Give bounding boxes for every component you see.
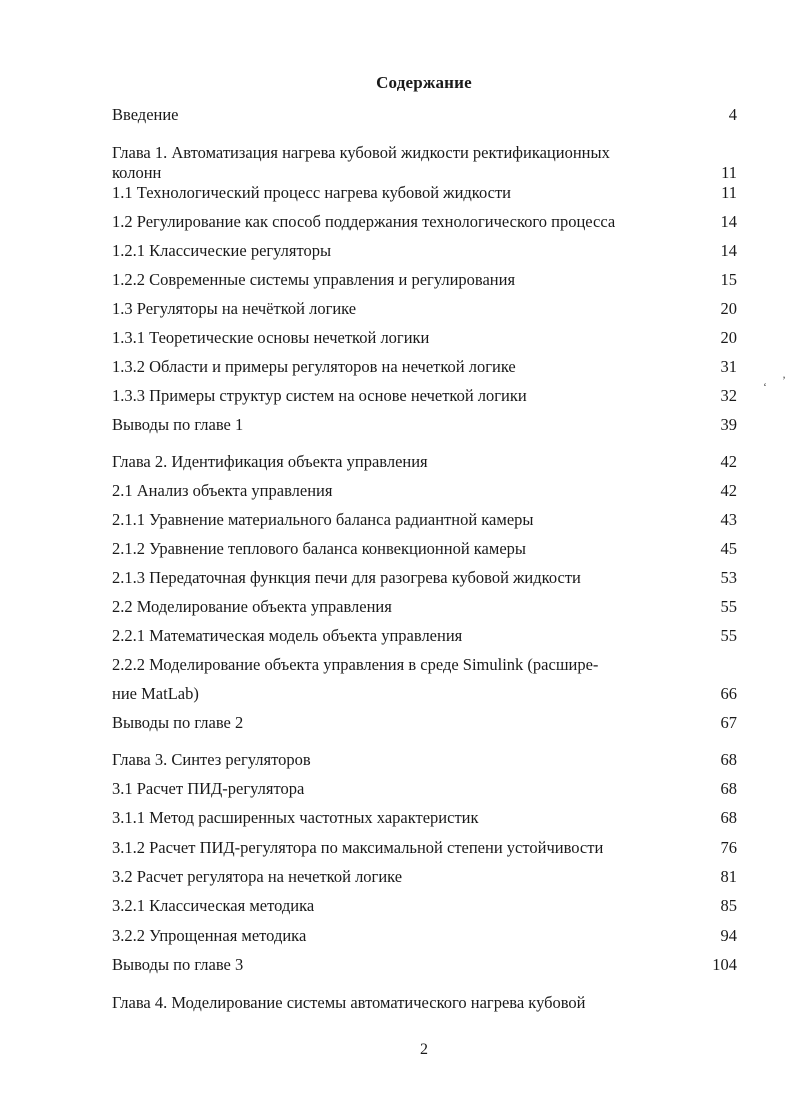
toc-entry-page: 42 bbox=[720, 452, 737, 471]
toc-entry-text: 2.1.1 Уравнение материального баланса радиантной камеры bbox=[112, 510, 534, 529]
toc-entry-page: 11 bbox=[721, 183, 737, 202]
scan-mark: ’ bbox=[782, 373, 786, 387]
toc-entry-page: 39 bbox=[720, 415, 737, 434]
toc-entry-text: Выводы по главе 1 bbox=[112, 415, 244, 434]
toc-entry-text: 1.3.1 Теоретические основы нечеткой логики bbox=[112, 328, 430, 347]
toc-entry-text: 3.1 Расчет ПИД-регулятора bbox=[112, 779, 305, 798]
toc-entry-page: 15 bbox=[720, 270, 737, 289]
toc-entry-text: 2.1 Анализ объекта управления bbox=[112, 481, 333, 500]
toc-entry-page: 31 bbox=[720, 357, 737, 376]
toc-entry-page: 67 bbox=[720, 713, 737, 732]
toc-entry-page: 4 bbox=[728, 105, 737, 124]
toc-entry-page: 85 bbox=[720, 896, 737, 915]
toc-entry-text: 1.3.2 Области и примеры регуляторов на нечеткой логике bbox=[112, 357, 516, 376]
toc-entry-page: 45 bbox=[720, 539, 737, 558]
toc-entry-text: Введение bbox=[112, 105, 179, 124]
toc-entry-page: 32 bbox=[720, 386, 737, 405]
toc-entry-text: 2.2 Моделирование объекта управления bbox=[112, 597, 392, 616]
toc-entry-text: 2.2.1 Математическая модель объекта управления bbox=[112, 626, 463, 645]
toc-entry-text: 3.2.2 Упрощенная методика bbox=[112, 926, 307, 945]
toc-entry-page: 53 bbox=[720, 568, 737, 587]
toc-entry-page: 11 bbox=[721, 163, 737, 182]
toc-entry-text: 2.1.2 Уравнение теплового баланса конвекционной камеры bbox=[112, 539, 526, 558]
toc-entry-text: 1.3.3 Примеры структур систем на основе нечеткой логики bbox=[112, 386, 527, 405]
toc-entry-page: 14 bbox=[720, 212, 737, 231]
scan-mark: ‘ bbox=[763, 380, 767, 394]
toc-entry-text: Выводы по главе 3 bbox=[112, 955, 244, 974]
page-title: Содержание bbox=[376, 73, 472, 92]
toc-entry-page: 43 bbox=[720, 510, 737, 529]
toc-entry-text: колонн bbox=[112, 163, 162, 182]
toc-entry-text: 2.1.3 Передаточная функция печи для разогрева кубовой жидкости bbox=[112, 568, 581, 587]
toc-entry-text: Глава 1. Автоматизация нагрева кубовой жидкости ректификационных bbox=[112, 143, 610, 162]
toc-entry-page: 55 bbox=[720, 597, 737, 616]
toc-entry-page: 68 bbox=[720, 750, 737, 769]
toc-entry-page: 42 bbox=[720, 481, 737, 500]
toc-entry-text: 1.2.2 Современные системы управления и регулирования bbox=[112, 270, 516, 289]
toc-entry-page: 20 bbox=[720, 328, 737, 347]
toc-entry-text: Выводы по главе 2 bbox=[112, 713, 244, 732]
toc-entry-text: 3.2.1 Классическая методика bbox=[112, 896, 315, 915]
toc-entry-page: 94 bbox=[720, 926, 737, 945]
toc-entry-text: 1.2.1 Классические регуляторы bbox=[112, 241, 332, 260]
toc-entry-text: 2.2.2 Моделирование объекта управления в среде Simulink (расшире- bbox=[112, 655, 599, 674]
toc-entry-text: 1.3 Регуляторы на нечёткой логике bbox=[112, 299, 357, 318]
toc-entry-page: 20 bbox=[720, 299, 737, 318]
toc-entry-page: 76 bbox=[720, 838, 737, 857]
toc-entry-page: 104 bbox=[712, 955, 737, 974]
toc-entry-page: 68 bbox=[720, 808, 737, 827]
toc-entry-text: 3.2 Расчет регулятора на нечеткой логике bbox=[112, 867, 403, 886]
toc-entry-page: 68 bbox=[720, 779, 737, 798]
toc-entry-text: 1.1 Технологический процесс нагрева кубовой жидкости bbox=[112, 183, 512, 202]
page-number: 2 bbox=[420, 1041, 428, 1058]
toc-entry-text: Глава 4. Моделирование системы автоматического нагрева кубовой bbox=[112, 993, 586, 1012]
toc-entry-text: Глава 2. Идентификация объекта управления bbox=[112, 452, 428, 471]
toc-entry-text: 3.1.2 Расчет ПИД-регулятора по максимальной степени устойчивости bbox=[112, 838, 604, 857]
toc-entry-text: 3.1.1 Метод расширенных частотных характеристик bbox=[112, 808, 479, 827]
toc-entry-page: 81 bbox=[720, 867, 737, 886]
toc-entry-text: 1.2 Регулирование как способ поддержания технологического процесса bbox=[112, 212, 616, 231]
toc-entry-page: 14 bbox=[720, 241, 737, 260]
toc-entry-page: 55 bbox=[720, 626, 737, 645]
toc-entry-page: 66 bbox=[720, 684, 737, 703]
toc-entry-text: Глава 3. Синтез регуляторов bbox=[112, 750, 311, 769]
toc-entry-text: ние MatLab) bbox=[112, 684, 199, 703]
